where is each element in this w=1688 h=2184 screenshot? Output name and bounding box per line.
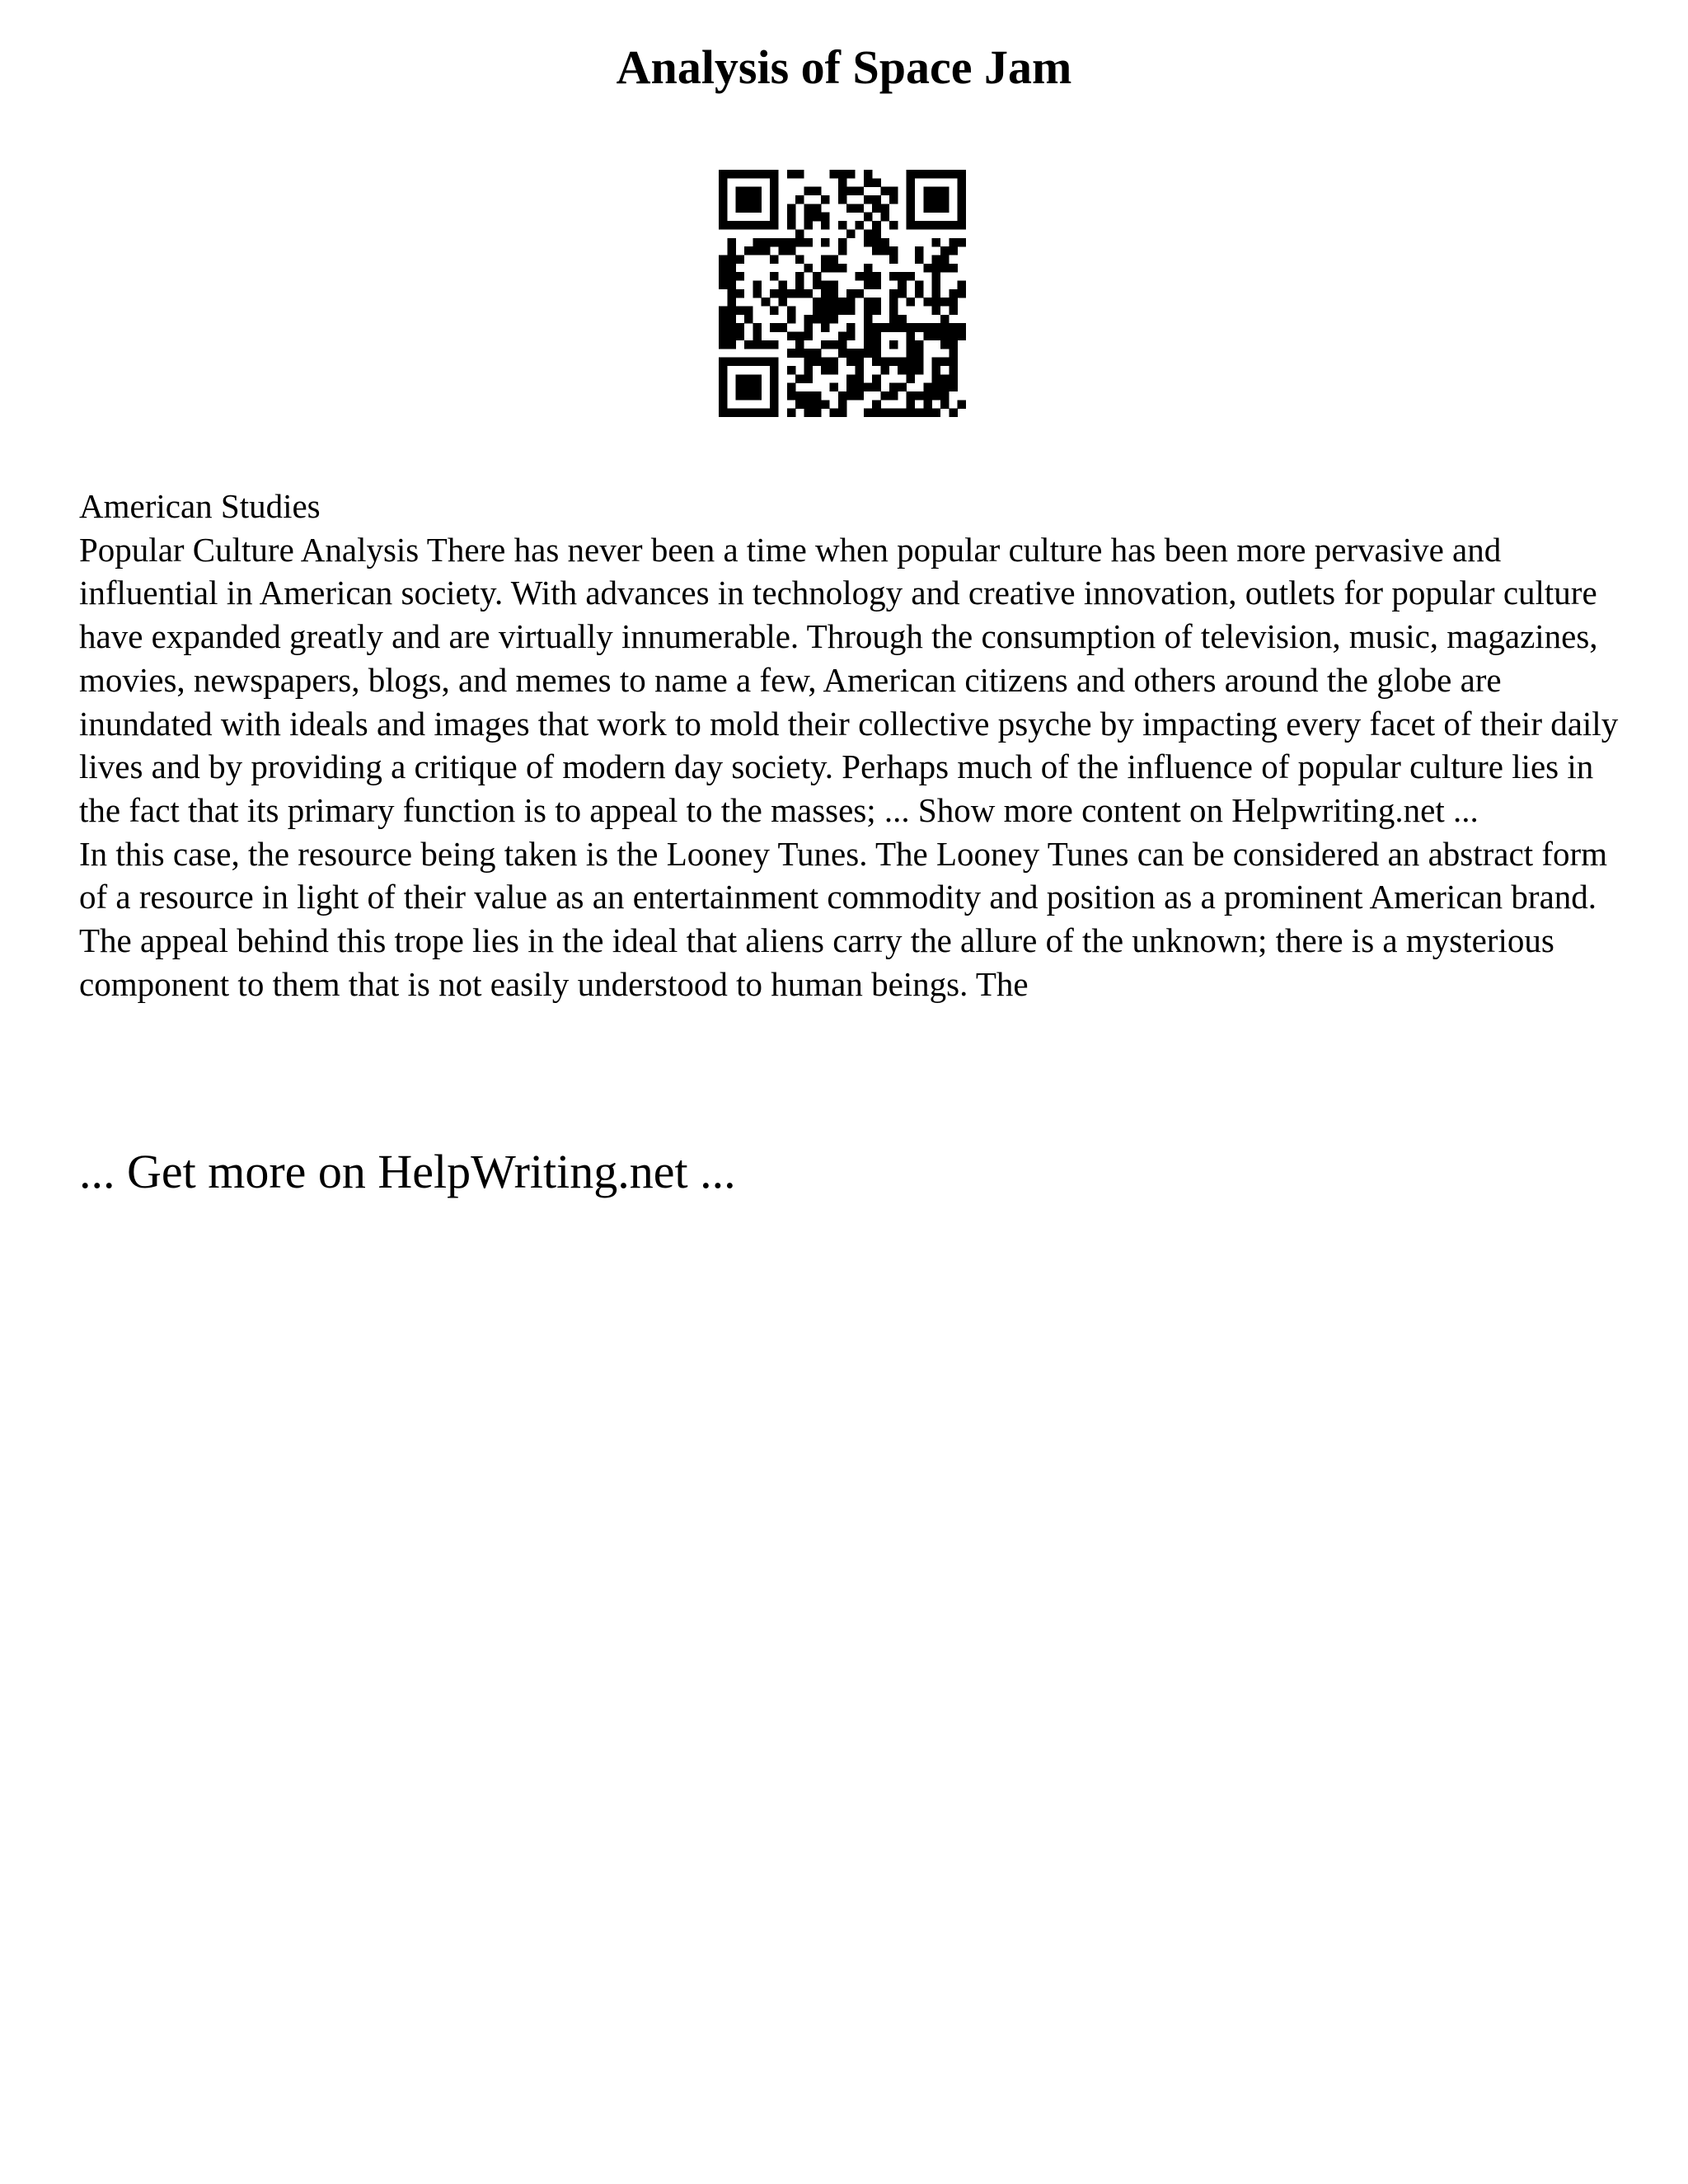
qr-code-icon (719, 170, 966, 417)
paragraph-intro: Popular Culture Analysis There has never been a time when popular culture has been more pervasive and influential in American society. With advances in technology and creative innovation, outlets for popular culture have expanded greatly and are virtually innumerable. Through the consumption of television, music, magazines, movies, newspapers, blogs, and memes to name a few, American citizens and others around the globe are inundated with ideals and images that work to mold their collective psyche by impacting every facet of their daily lives and by providing a critique of modern day society. Perhaps much of the influence of popular culture lies in the fact that its primary function is to appeal to the masses; ... Show more content on Helpwriting.net ... (79, 530, 1619, 829)
paragraph-continued: In this case, the resource being taken is the Looney Tunes. The Looney Tunes can be considered an abstract form of a resource in light of their value as an entertainment commodity and position as a prominent American brand. The appeal behind this trope lies in the ideal that aliens carry the allure of the unknown; there is a mysterious component to them that is not easily understood to human beings. The (79, 834, 1608, 1003)
document-body (79, 485, 1629, 1005)
subject-line: American Studies (79, 487, 321, 525)
get-more-link[interactable]: ... Get more on HelpWriting.net ... (79, 1145, 736, 1198)
page-title: Analysis of Space Jam (616, 40, 1072, 94)
